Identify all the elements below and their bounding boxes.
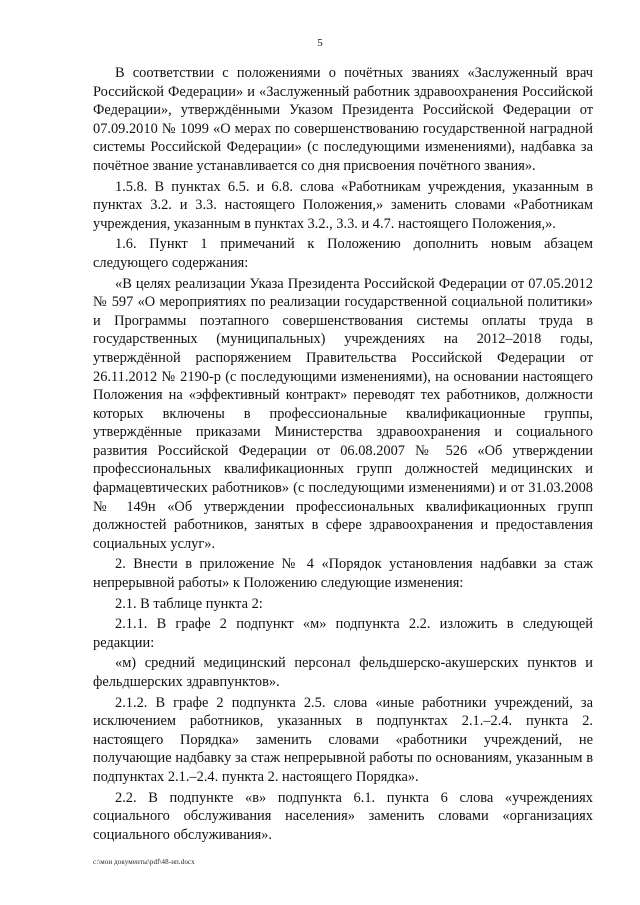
paragraph-1-5-8: 1.5.8. В пунктах 6.5. и 6.8. слова «Работникам учреждения, указанным в пунктах 3.2. и 3.3. настоящего Положения,» заменить словами «Работникам учреждения, указанным в пунктах 3.2., 3.3. и 4.7. настоящего Положения,».	[93, 178, 593, 232]
paragraph-2-2: 2.2. В подпункте «в» подпункта 6.1. пункта 6 слова «учреждениях социального обслуживания населения» заменить словами «организациях социального обслуживания».	[93, 789, 593, 843]
paragraph-2-1: 2.1. В таблице пункта 2:	[115, 595, 263, 612]
paragraph-1-6: 1.6. Пункт 1 примечаний к Положению дополнить новым абзацем следующего содержания:	[93, 236, 593, 271]
paragraph-2-1-1-text: «м) средний медицинский персонал фельдшерско-акушерских пунктов и фельдшерских здравпунктов».	[93, 655, 593, 690]
paragraph-honorary-title: В соответствии с положениями о почётных званиях «Заслуженный врач Российской Федерации» и «Заслуженный работник здравоохранения Российской Федерации», утверждёнными Указом Президента Российской Федерации от 07.09.2010 № 1099 «О мерах по совершенствованию государственной наградной системы Российской Федерации» (с последующими изменениями), надбавка за почётное звание устанавливается со дня присвоения почётного звания».	[93, 65, 593, 174]
paragraph-2: 2. Внести в приложение № 4 «Порядок установления надбавки за стаж непрерывной работы» к Положению следующие изменения:	[93, 556, 593, 592]
footer-file-path: c:\мои документы\pdf\48-ип.docx	[93, 858, 195, 866]
page-number: 5	[317, 37, 323, 49]
paragraph-new-abzac: «В целях реализации Указа Президента Российской Федерации от 07.05.2012 № 597 «О мероприятиях по реализации государственной социальной политики» и Программы поэтапного совершенствования системы оплаты труда в государственных (муниципальных) учреждениях на 2012–2018 годы, утверждённой распоряжением Правительства Российской Федерации от 26.11.2012 № 2190-р (с последующими изменениями), на основании настоящего Положения на «эффективный контракт» переводят тех работников, должности которых включены в профессиональные квалификационные группы, утверждённые приказами Министерства здравоохранения и социального развития Российской Федерации от 06.08.2007 № 526 «Об утверждении профессиональных квалификационных групп должностей медицинских и фармацевтических работников» (с последующими изменениями) и от 31.03.2008 № 149н «Об утверждении профессиональных квалификационных групп должностей работников, занятых в сфере здравоохранения и предоставления социальных услуг».	[93, 275, 593, 552]
paragraph-2-1-2: 2.1.2. В графе 2 подпункта 2.5. слова «иные работники учреждений, за исключением работников, указанных в подпунктах 2.1.–2.4. пункта 2. настоящего Порядка» заменить словами «работники учреждений, не получающие надбавку за стаж непрерывной работы по основаниям, указанным в подпунктах 2.1.–2.4. пункта 2. настоящего Порядка».	[93, 694, 593, 785]
document-body	[93, 64, 593, 844]
paragraph-2-1-1: 2.1.1. В графе 2 подпункт «м» подпункта 2.2. изложить в следующей редакции:	[93, 616, 593, 651]
